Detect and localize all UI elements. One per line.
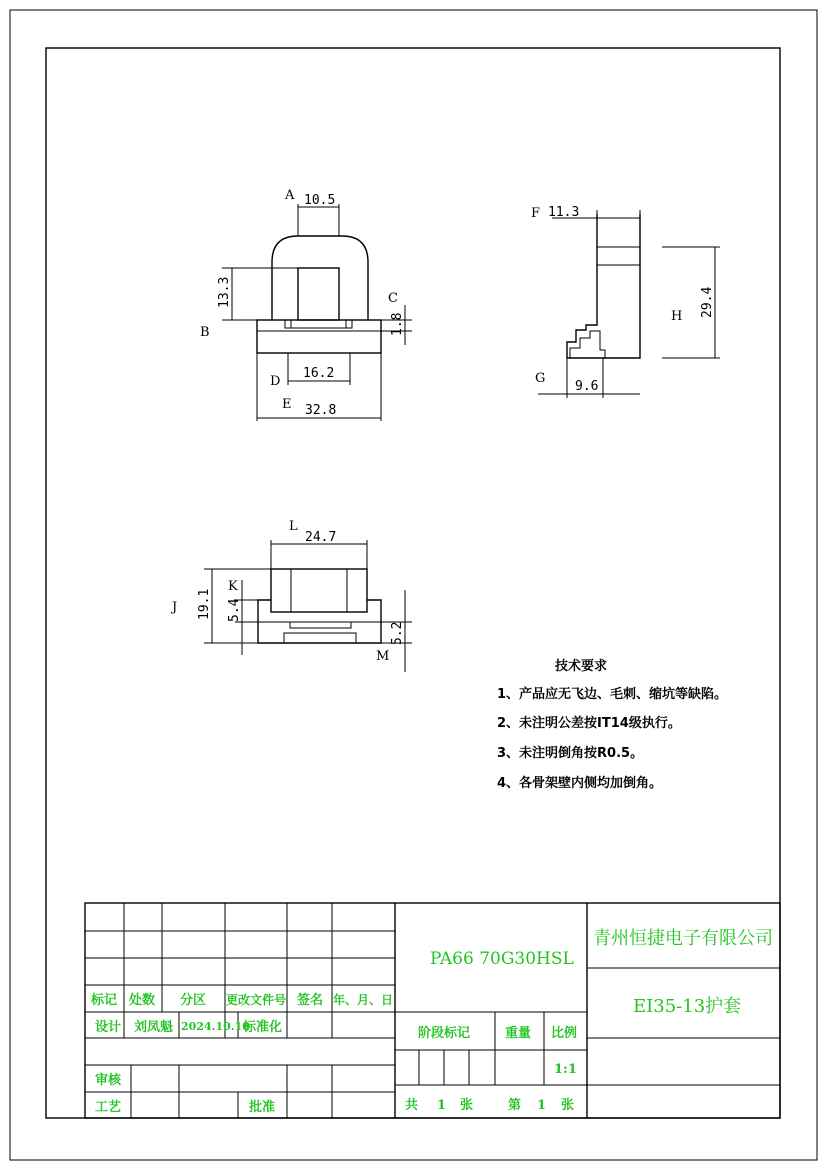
tb-header-date: 年、月、日: [333, 993, 394, 1007]
dim-label-h: H: [671, 309, 683, 324]
note-item: 1、产品应无飞边、毛刺、缩坑等缺陷。: [497, 687, 728, 702]
dim-label-f: F: [531, 206, 541, 221]
note-item: 2、未注明公差按IT14级执行。: [497, 716, 681, 731]
front-view: [200, 188, 412, 421]
dim-label-m: M: [376, 649, 390, 664]
dim-label-c: C: [388, 291, 398, 306]
outer-border: [10, 10, 817, 1160]
tb-stage-mark: 阶段标记: [418, 1026, 471, 1041]
tb-approve: 批准: [249, 1100, 276, 1115]
dim-value-f: 11.3: [548, 205, 580, 220]
tb-material: PA66 70G30HSL: [430, 949, 574, 969]
tb-scale-label: 比例: [551, 1026, 578, 1041]
dim-value-l: 24.7: [305, 530, 337, 545]
dim-label-b: B: [200, 325, 210, 340]
dim-label-e: E: [282, 397, 292, 412]
tb-part-name: EI35-13护套: [633, 996, 742, 1017]
dim-label-j: J: [172, 600, 178, 615]
dim-value-k: 5.4: [227, 598, 242, 622]
tb-header-zone: 分区: [180, 993, 207, 1008]
tb-standard: 标准化: [243, 1020, 283, 1035]
tb-process: 工艺: [95, 1100, 122, 1115]
dim-label-a: A: [285, 188, 295, 203]
tb-total-n: 1: [437, 1098, 447, 1113]
dim-label-l: L: [289, 519, 298, 534]
tb-company: 青州恒捷电子有限公司: [593, 928, 773, 949]
tb-total: 共: [405, 1098, 419, 1113]
note-item: 3、未注明倒角按R0.5。: [497, 746, 644, 761]
dim-value-j: 19.1: [197, 588, 212, 620]
side-view: [531, 205, 720, 398]
notes-title: 技术要求: [555, 659, 608, 674]
dim-value-b: 13.3: [217, 276, 232, 308]
dim-value-c: 1.8: [390, 312, 405, 336]
dim-value-g: 9.6: [575, 379, 599, 394]
dim-label-d: D: [270, 374, 281, 389]
tb-sheet-no-label: 第: [508, 1098, 522, 1113]
tb-design-label: 设计: [95, 1020, 122, 1035]
tb-review: 审核: [95, 1073, 122, 1088]
tb-header-doc: 更改文件号: [226, 993, 287, 1007]
dim-value-a: 10.5: [304, 193, 336, 208]
dim-label-k: K: [228, 579, 238, 594]
title-block: [85, 903, 780, 1118]
tb-sheet-unit: 张: [460, 1098, 474, 1113]
technical-notes: [497, 658, 727, 791]
dim-value-e: 32.8: [305, 403, 337, 418]
note-item: 4、各骨架壁内侧均加倒角。: [497, 776, 663, 791]
dim-label-g: G: [535, 371, 546, 386]
tb-header-count: 处数: [129, 993, 156, 1008]
dim-value-h: 29.4: [700, 286, 715, 318]
tb-design-date: 2024.10.10: [181, 1020, 250, 1033]
bottom-view: [170, 519, 412, 672]
tb-header-sign: 签名: [297, 993, 324, 1008]
tb-header-mark: 标记: [91, 993, 118, 1008]
dim-value-m: 5.2: [390, 621, 405, 645]
tb-weight: 重量: [505, 1026, 532, 1041]
dim-value-d: 16.2: [303, 366, 335, 381]
tb-sheet-no: 1: [537, 1098, 547, 1113]
tb-scale: 1:1: [554, 1062, 577, 1077]
tb-sheet-unit2: 张: [561, 1098, 575, 1113]
tb-designer: 刘凤魁: [134, 1020, 174, 1035]
